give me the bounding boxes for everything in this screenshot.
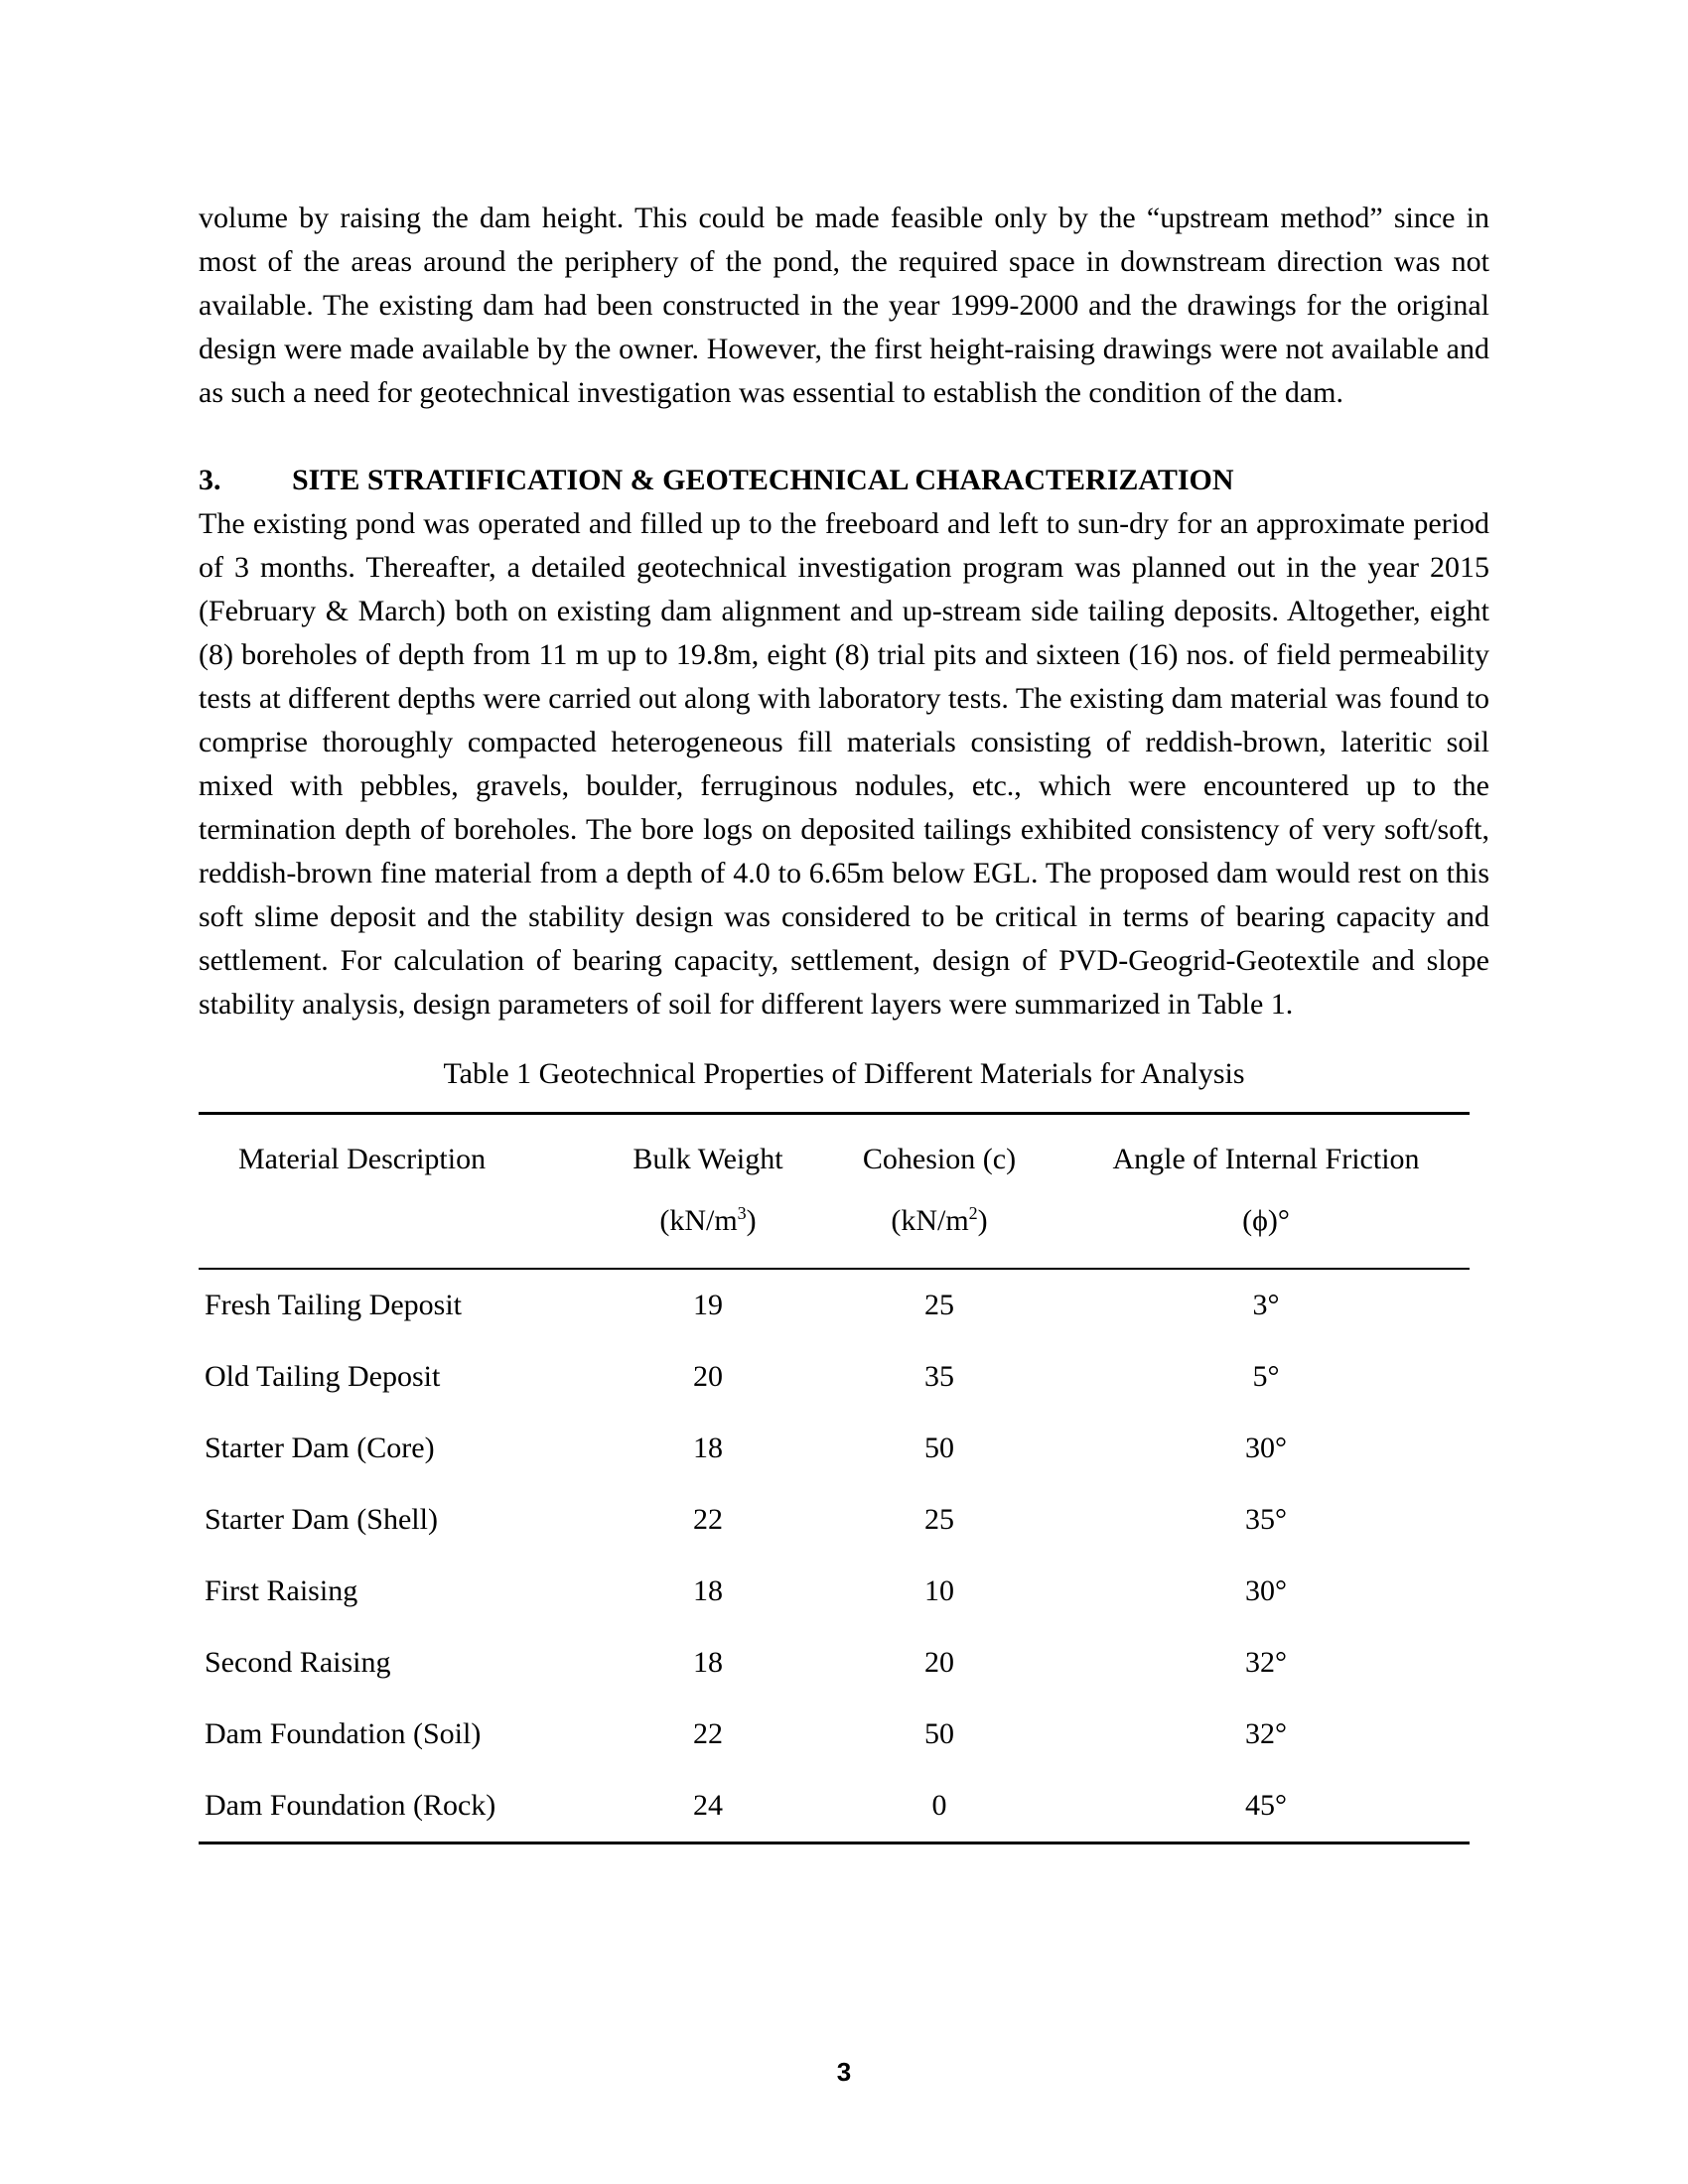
table-row xyxy=(199,1269,1470,1341)
cell-material: First Raising xyxy=(205,1574,358,1607)
cell-cohesion: 50 xyxy=(924,1717,954,1750)
section-heading xyxy=(199,459,1489,502)
paragraph-intro: volume by raising the dam height. This could be made feasible only by the “upstream method” since in most of the areas around the periphery of the pond, the required space in downstream direction was not available. The existing dam had been constructed in the year 1999-2000 and the drawings for the original design were made available by the owner. However, the first height-raising drawings were not available and as such a need for geotechnical investigation was essential to establish the condition of the dam. xyxy=(199,202,1489,409)
cell-cohesion: 25 xyxy=(924,1289,954,1321)
cell-cohesion: 25 xyxy=(924,1503,954,1536)
cell-friction: 30° xyxy=(1245,1432,1287,1464)
cell-cohesion: 0 xyxy=(816,1770,1062,1843)
table-row xyxy=(199,1770,1470,1843)
paragraph-stratification: The existing pond was operated and filled up to the freeboard and left to sun-dry for an approximate period of 3 months. Thereafter, a detailed geotechnical investigation program was planned out in the year 2015 (February & March) both on existing dam alignment and up-stream side tailing deposits. Altogether, eight (8) boreholes of depth from 11 m up to 19.8m, eight (8) trial pits and sixteen (16) nos. of field permeability tests at different depths were carried out along with laboratory tests. The existing dam material was found to comprise thoroughly compacted heterogeneous fill materials consisting of reddish-brown, lateritic soil mixed with pebbles, gravels, boulder, ferruginous nodules, etc., which were encountered up to the termination depth of boreholes. The bore logs on deposited tailings exhibited consistency of very soft/soft, reddish-brown fine material from a depth of 4.0 to 6.65m below EGL. The proposed dam would rest on this soft slime deposit and the stability design was considered to be critical in terms of bearing capacity and settlement. For calculation of bearing capacity, settlement, design of PVD-Geogrid-Geotextile and slope stability analysis, design parameters of soil for different layers were summarized in Table 1. xyxy=(199,507,1489,1021)
page-number: 3 xyxy=(836,2057,852,2087)
cell-friction: 30° xyxy=(1245,1574,1287,1607)
section-number: 3. xyxy=(199,464,221,496)
cell-cohesion: 20 xyxy=(924,1646,954,1679)
cell-bulk-weight: 18 xyxy=(693,1646,723,1679)
header-friction xyxy=(1062,1114,1470,1270)
cell-bulk-weight: 22 xyxy=(693,1503,723,1536)
cell-bulk-weight: 20 xyxy=(693,1360,723,1393)
cell-bulk-weight: 18 xyxy=(693,1432,723,1464)
cell-friction: 32° xyxy=(1245,1717,1287,1750)
section-title: SITE STRATIFICATION & GEOTECHNICAL CHARACTERIZATION xyxy=(292,464,1234,496)
cell-cohesion: 50 xyxy=(924,1432,954,1464)
page-content xyxy=(199,197,1489,1844)
cell-material: Starter Dam (Shell) xyxy=(205,1503,438,1536)
cell-cohesion: 35 xyxy=(924,1360,954,1393)
header-bulk-weight xyxy=(600,1114,816,1270)
table-row xyxy=(199,1556,1470,1627)
cell-bulk-weight: 22 xyxy=(693,1717,723,1750)
header-bulk-unit: $(kN/m^3)$ xyxy=(659,1203,757,1237)
table-row xyxy=(199,1341,1470,1413)
cell-material: Second Raising xyxy=(205,1646,391,1679)
cell-friction: 5° xyxy=(1252,1360,1280,1393)
table-body xyxy=(199,1269,1470,1843)
cell-cohesion: 10 xyxy=(924,1574,954,1607)
table-row xyxy=(199,1627,1470,1699)
table-header-row xyxy=(199,1114,1470,1270)
cell-bulk-weight: 19 xyxy=(693,1289,723,1321)
cell-material: Fresh Tailing Deposit xyxy=(205,1289,462,1321)
header-cohesion-label: Cohesion (c) xyxy=(862,1143,1017,1175)
table-row xyxy=(199,1484,1470,1556)
header-bulk-label: Bulk Weight xyxy=(633,1143,783,1175)
cell-bulk-weight: 18 xyxy=(693,1574,723,1607)
cell-friction: 3° xyxy=(1252,1289,1280,1321)
geotechnical-properties-table xyxy=(199,1112,1470,1844)
header-cohesion xyxy=(816,1114,1062,1270)
header-friction-label: Angle of Internal Friction xyxy=(1112,1143,1420,1175)
cell-friction: 32° xyxy=(1245,1646,1287,1679)
header-friction-unit: (ϕ)° xyxy=(1242,1204,1290,1237)
header-cohesion-unit: $(kN/m^2)$ xyxy=(891,1203,988,1237)
cell-friction: 45° xyxy=(1062,1770,1470,1843)
cell-friction: 35° xyxy=(1245,1503,1287,1536)
cell-bulk-weight: 24 xyxy=(600,1770,816,1843)
table-row xyxy=(199,1699,1470,1770)
table-caption: Table 1 Geotechnical Properties of Different Materials for Analysis xyxy=(443,1057,1245,1090)
table-row xyxy=(199,1413,1470,1484)
cell-material: Dam Foundation (Soil) xyxy=(205,1717,482,1750)
cell-material: Dam Foundation (Rock) xyxy=(199,1770,600,1843)
cell-material: Starter Dam (Core) xyxy=(205,1432,435,1464)
header-material: Material Description xyxy=(199,1114,600,1270)
cell-material: Old Tailing Deposit xyxy=(205,1360,441,1393)
